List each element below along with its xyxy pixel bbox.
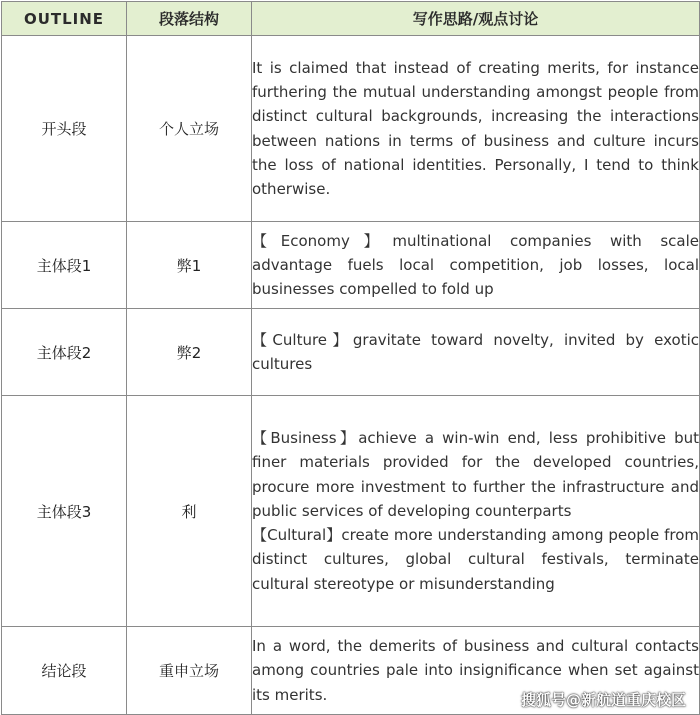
row-content-cell [252,309,700,396]
row-structure-label: 弊2 [127,309,252,396]
watermark: 搜狐号@新航道重庆校区 [520,691,686,709]
table-row [2,36,700,222]
row-structure-label: 利 [127,396,252,627]
header-row [2,2,700,36]
row-outline-label: 主体段2 [2,309,127,396]
row-content-text: 【Economy】multinational companies with scale advantage fuels local competition, job losses, local businesses compelled to fold up [252,231,699,299]
row-content-text: It is claimed that instead of creating merits, for instance furthering the mutual understanding amongst people from distinct cultural backgrounds, increasing the interactions between nations in terms of business and culture incurs the loss of national identities. Personally, I tend to think otherwise. [252,58,699,199]
header-ideas: 写作思路/观点讨论 [252,2,700,36]
row-outline-label: 主体段1 [2,222,127,309]
row-content-cell [252,396,700,627]
table-row [2,222,700,309]
row-content-text: 【Culture】gravitate toward novelty, invited by exotic cultures [252,330,699,373]
row-structure-label: 个人立场 [127,36,252,222]
header-outline: OUTLINE [2,2,127,36]
row-outline-label: 主体段3 [2,396,127,627]
row-content-cell [252,36,700,222]
table-row [2,627,700,715]
row-content-text: In a word, the demerits of business and cultural contacts among countries pale into insignificance when set against its merits. [252,637,699,704]
table-row [2,309,700,396]
row-content-cell [252,222,700,309]
row-content-text: 【Business】achieve a win-win end, less prohibitive but finer materials provided for the developed countries, procure more investment to further the infrastructure and public services of developing counterparts [252,428,699,520]
row-outline-label: 结论段 [2,627,127,715]
row-structure-label: 重申立场 [127,627,252,715]
row-content-text: 【Cultural】create more understanding among people from distinct cultures, global cultural festivals, terminate cultural stereotype or misunderstanding [252,526,699,593]
outline-table [1,1,700,715]
row-content-cell [252,627,700,715]
row-outline-label: 开头段 [2,36,127,222]
header-structure: 段落结构 [127,2,252,36]
table-row [2,396,700,627]
row-structure-label: 弊1 [127,222,252,309]
